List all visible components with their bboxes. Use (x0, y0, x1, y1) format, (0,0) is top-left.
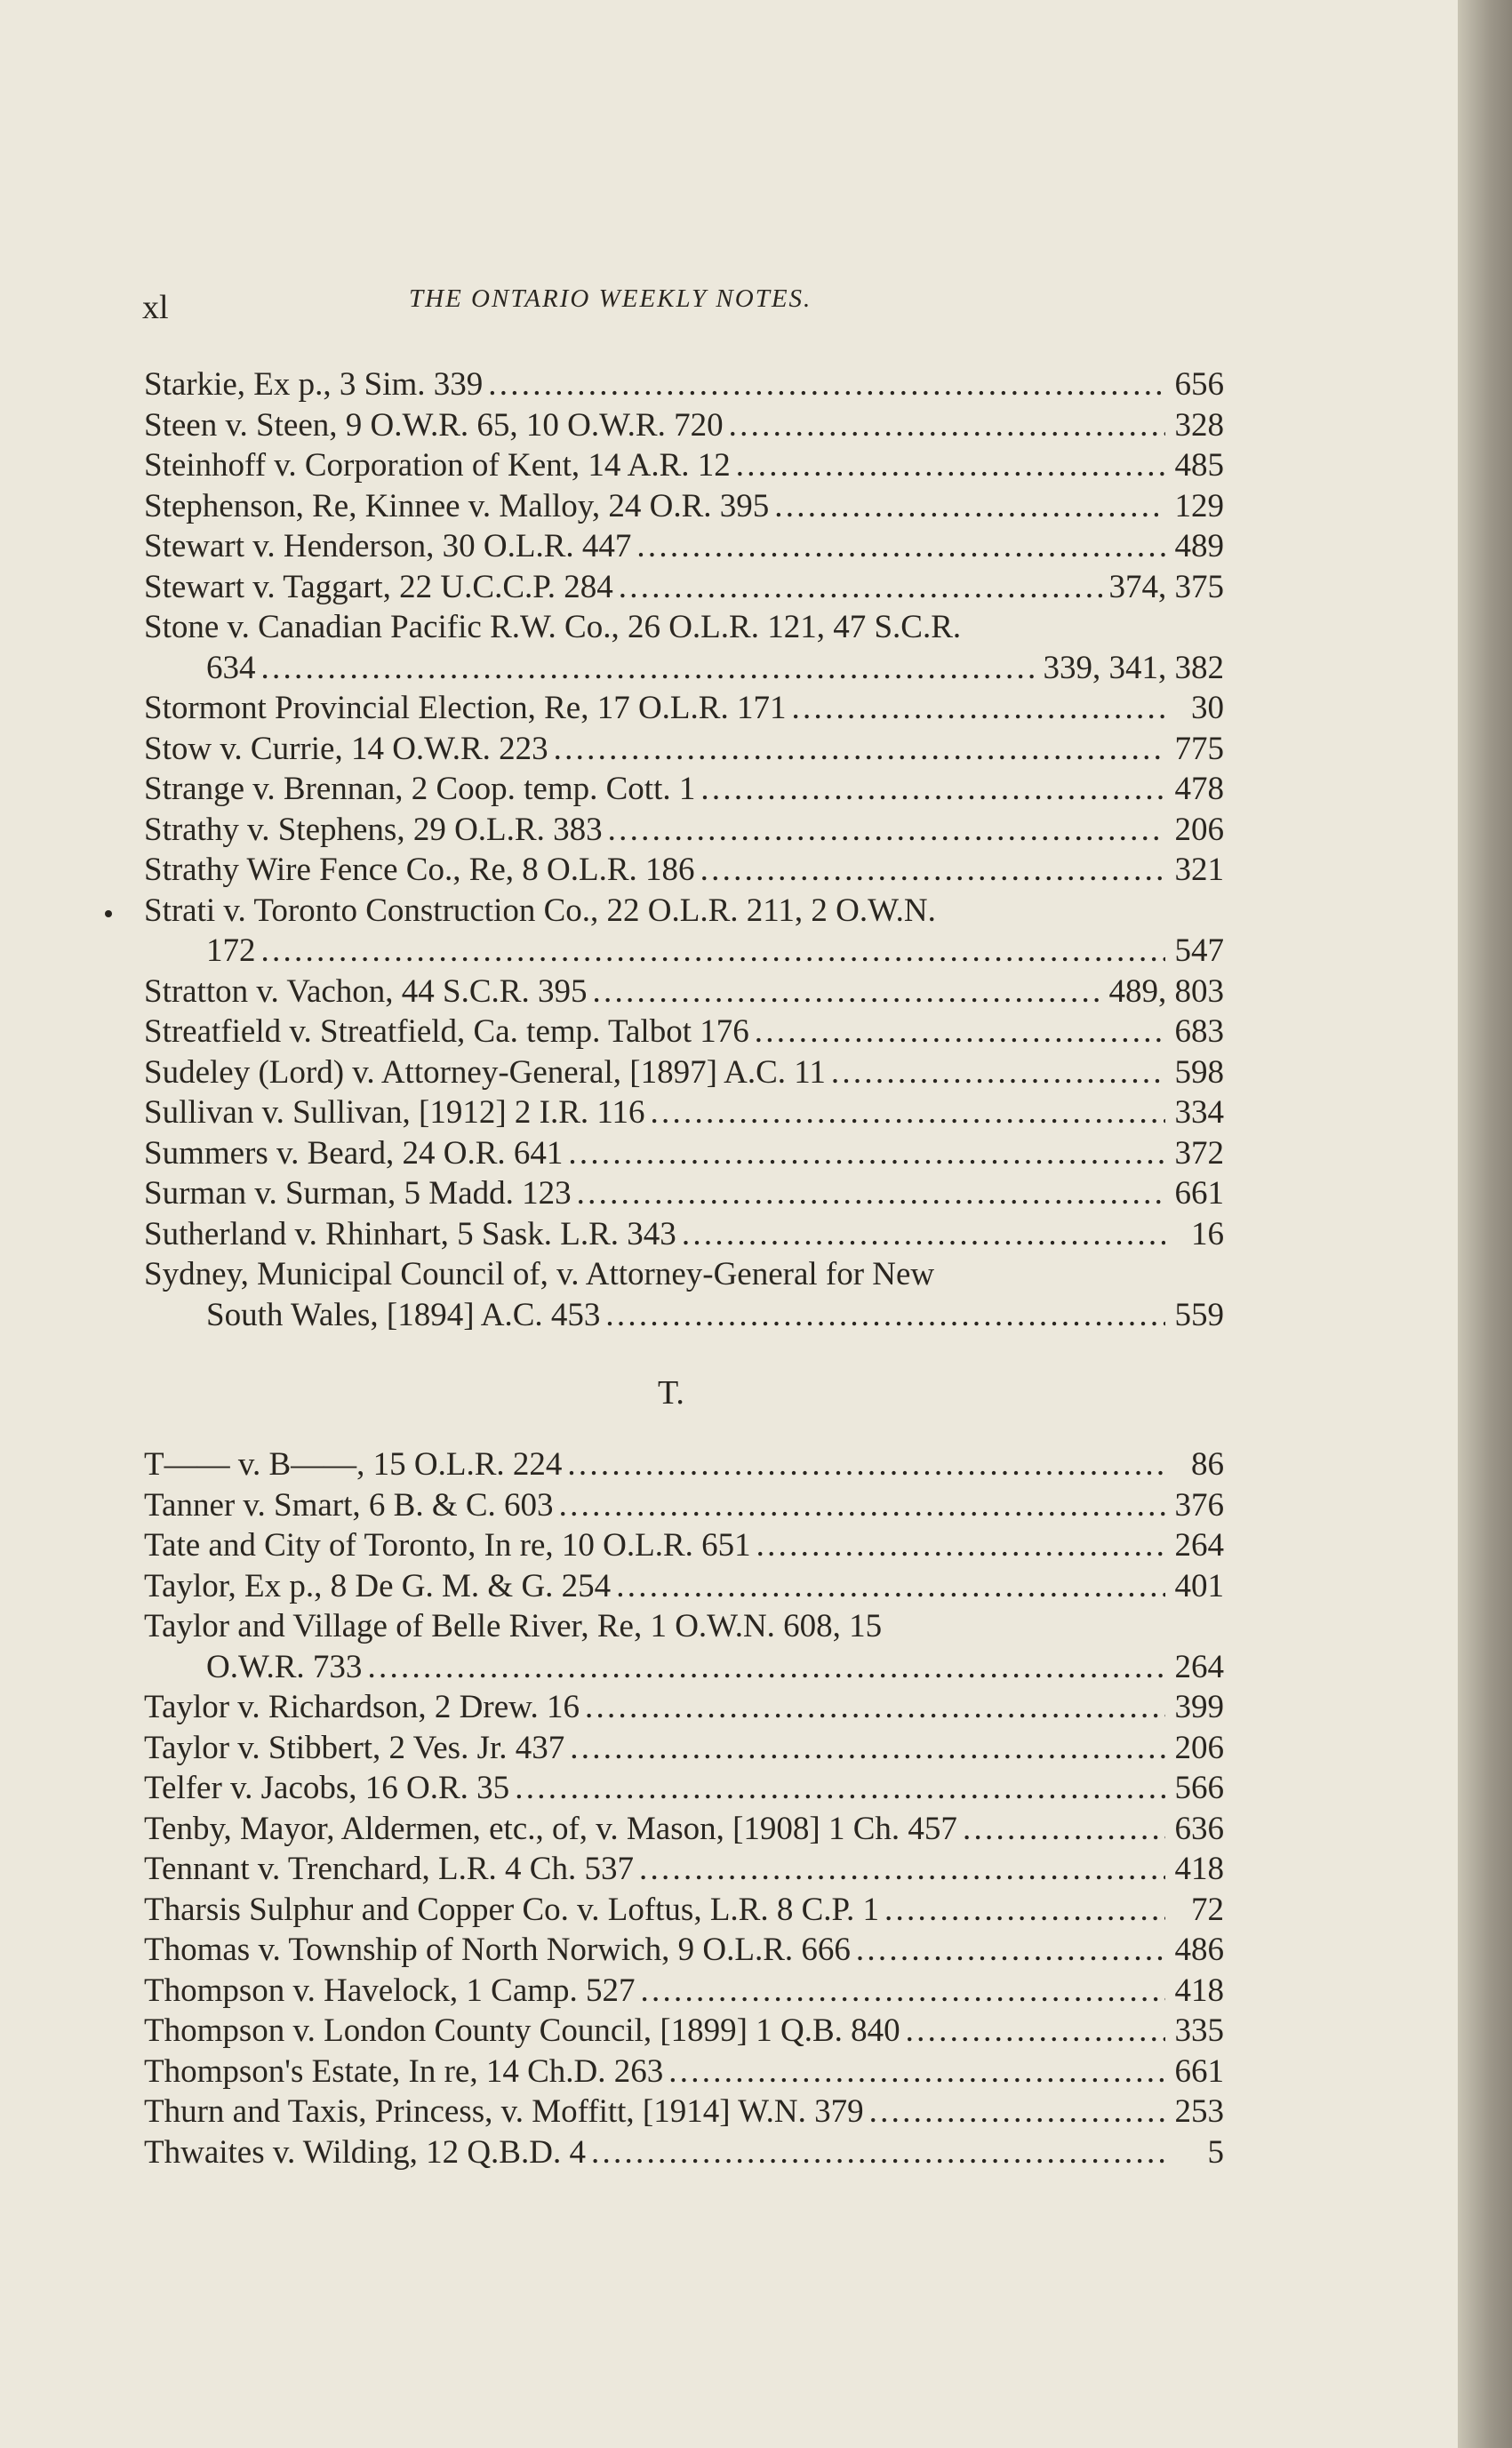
entry-line (144, 1687, 1224, 1728)
entry-line (144, 1809, 1224, 1850)
page-reference: 775 (1174, 730, 1224, 767)
page-reference: 598 (1174, 1053, 1224, 1091)
leader-dots (593, 972, 1104, 1012)
leader-dots (559, 1485, 1165, 1526)
page-reference: 661 (1174, 2052, 1224, 2090)
index-section-t (144, 1444, 1224, 2172)
index-entry (144, 1768, 1224, 1809)
entry-line (144, 2132, 1224, 2173)
case-citation: Thompson v. Havelock, 1 Camp. 527 (144, 1972, 636, 2009)
page-reference: 372 (1174, 1134, 1224, 1172)
case-citation: Thompson v. London County Council, [1899] 1 Q.B. 840 (144, 2012, 900, 2049)
index-entry (144, 1971, 1224, 2012)
index-entry (144, 607, 1224, 688)
entry-line (144, 1173, 1224, 1214)
page-reference: 321 (1174, 852, 1224, 888)
page-reference: 683 (1174, 1013, 1224, 1050)
case-citation: Stewart v. Henderson, 30 O.L.R. 447 (144, 528, 632, 564)
case-citation: T—— v. B——, 15 O.L.R. 224 (144, 1446, 563, 1483)
page-reference: 656 (1174, 366, 1224, 403)
index-entry (144, 2011, 1224, 2052)
entry-continuation-line (144, 1647, 1224, 1688)
page-reference: 399 (1174, 1689, 1224, 1725)
index-entry (144, 1930, 1224, 1971)
case-citation: Sydney, Municipal Council of, v. Attorney-General for New (144, 1256, 935, 1292)
entry-line (144, 1566, 1224, 1607)
page-reference: 489, 803 (1108, 972, 1224, 1010)
case-citation: Steinhoff v. Corporation of Kent, 14 A.R. 12 (144, 447, 731, 484)
leader-dots (831, 1052, 1165, 1093)
entry-line (144, 810, 1224, 851)
index-entry (144, 1485, 1224, 1526)
entry-line (144, 445, 1224, 486)
page-reference: 72 (1191, 1891, 1224, 1928)
index-entry (144, 1687, 1224, 1728)
index-entry (144, 486, 1224, 527)
leader-dots (515, 1768, 1165, 1809)
entry-line (144, 2052, 1224, 2092)
leader-dots (619, 567, 1104, 608)
entry-line (144, 972, 1224, 1012)
page-reference: 206 (1174, 811, 1224, 848)
case-citation: Stephenson, Re, Kinnee v. Malloy, 24 O.R. 395 (144, 487, 770, 524)
leader-dots (906, 2011, 1165, 2052)
leader-dots (774, 486, 1165, 527)
index-entry (144, 1525, 1224, 1566)
leader-dots (488, 364, 1165, 405)
case-citation: Tharsis Sulphur and Copper Co. v. Loftus, L.R. 8 C.P. 1 (144, 1891, 880, 1928)
index-entry (144, 1809, 1224, 1850)
margin-bullet-mark (105, 910, 112, 917)
entry-line (144, 891, 1224, 932)
book-gutter (1458, 0, 1512, 2448)
entry-line (144, 1444, 1224, 1485)
leader-dots (591, 2132, 1165, 2173)
entry-line (144, 1052, 1224, 1093)
case-citation: Thomas v. Township of North Norwich, 9 O.L.R. 666 (144, 1932, 851, 1968)
page-reference: 636 (1174, 1810, 1224, 1847)
running-title: THE ONTARIO WEEKLY NOTES. (409, 284, 812, 313)
index-entry (144, 405, 1224, 446)
entry-line (144, 1254, 1224, 1295)
case-citation: Telfer v. Jacobs, 16 O.R. 35 (144, 1770, 510, 1806)
entry-line (144, 1485, 1224, 1526)
entry-line (144, 1214, 1224, 1255)
leader-dots (608, 810, 1165, 851)
leader-dots (729, 405, 1165, 446)
entry-line (144, 1133, 1224, 1174)
index-entry (144, 1214, 1224, 1255)
page-reference: 264 (1174, 1527, 1224, 1564)
case-citation: 634 (206, 649, 256, 686)
page-reference: 30 (1191, 690, 1224, 726)
case-citation: Stewart v. Taggart, 22 U.C.C.P. 284 (144, 568, 613, 605)
case-citation: Taylor v. Richardson, 2 Drew. 16 (144, 1689, 580, 1725)
leader-dots (682, 1214, 1165, 1255)
page-reference: 661 (1174, 1175, 1224, 1212)
index-entry (144, 1444, 1224, 1485)
page-reference: 328 (1174, 406, 1224, 444)
entry-line (144, 567, 1224, 608)
leader-dots (261, 931, 1166, 972)
page-reference: 566 (1174, 1770, 1224, 1806)
case-citation: Steen v. Steen, 9 O.W.R. 65, 10 O.W.R. 720 (144, 406, 724, 444)
page-reference: 489 (1174, 528, 1224, 564)
case-citation: Strathy Wire Fence Co., Re, 8 O.L.R. 186 (144, 852, 695, 888)
leader-dots (636, 526, 1165, 567)
case-citation: Stow v. Currie, 14 O.W.R. 223 (144, 730, 548, 767)
leader-dots (700, 850, 1165, 891)
entry-continuation-line (144, 648, 1224, 689)
page-reference: 339, 341, 382 (1043, 649, 1224, 686)
index-entry (144, 1133, 1224, 1174)
page-reference: 478 (1174, 771, 1224, 807)
leader-dots (884, 1890, 1165, 1931)
leader-dots (554, 729, 1165, 770)
page-reference: 253 (1174, 2093, 1224, 2130)
entry-line (144, 850, 1224, 891)
leader-dots (641, 1971, 1165, 2012)
leader-dots (570, 1728, 1165, 1769)
leader-dots (736, 445, 1165, 486)
leader-dots (577, 1173, 1165, 1214)
index-entry (144, 1890, 1224, 1931)
leader-dots (261, 648, 1038, 689)
page-reference: 376 (1174, 1486, 1224, 1524)
page-reference: 264 (1174, 1648, 1224, 1685)
index-entry (144, 2092, 1224, 2132)
leader-dots (856, 1930, 1165, 1971)
leader-dots (605, 1295, 1165, 1336)
index-section-s (144, 364, 1224, 1335)
page-reference: 418 (1174, 1851, 1224, 1887)
leader-dots (869, 2092, 1165, 2132)
index-entry (144, 891, 1224, 972)
entry-line (144, 486, 1224, 527)
case-citation: Taylor v. Stibbert, 2 Ves. Jr. 437 (144, 1729, 565, 1766)
leader-dots (567, 1444, 1165, 1485)
entry-line (144, 526, 1224, 567)
leader-dots (639, 1849, 1165, 1890)
index-entry (144, 2132, 1224, 2173)
case-citation: Thompson's Estate, In re, 14 Ch.D. 263 (144, 2052, 664, 2090)
leader-dots (585, 1687, 1165, 1728)
case-citation: Thurn and Taxis, Princess, v. Moffitt, [1914] W.N. 379 (144, 2093, 864, 2130)
page-number: xl (142, 289, 169, 326)
entry-line (144, 688, 1224, 729)
index-entry (144, 1566, 1224, 1607)
index-entry (144, 1606, 1224, 1687)
case-citation: Strati v. Toronto Construction Co., 22 O.L.R. 211, 2 O.W.N. (144, 892, 936, 929)
index-entry (144, 729, 1224, 770)
case-citation: South Wales, [1894] A.C. 453 (206, 1296, 601, 1333)
entry-line (144, 405, 1224, 446)
entry-line (144, 2092, 1224, 2132)
entry-line (144, 1012, 1224, 1052)
index-entry (144, 364, 1224, 405)
case-citation: Stormont Provincial Election, Re, 17 O.L.R. 171 (144, 690, 787, 726)
index-entry (144, 972, 1224, 1012)
index-entry (144, 1849, 1224, 1890)
case-citation: Tate and City of Toronto, In re, 10 O.L.R. 651 (144, 1527, 751, 1564)
index-entry (144, 850, 1224, 891)
index-entry (144, 1052, 1224, 1093)
page-reference: 418 (1174, 1972, 1224, 2009)
index-entry (144, 1012, 1224, 1052)
page-reference: 374, 375 (1108, 568, 1224, 605)
case-citation: Strathy v. Stephens, 29 O.L.R. 383 (144, 811, 603, 848)
page-reference: 206 (1174, 1729, 1224, 1766)
entry-line (144, 1890, 1224, 1931)
page-reference: 485 (1174, 447, 1224, 484)
index-entry (144, 567, 1224, 608)
index-entry (144, 688, 1224, 729)
case-citation: Sudeley (Lord) v. Attorney-General, [1897] A.C. 11 (144, 1053, 826, 1091)
case-citation: Summers v. Beard, 24 O.R. 641 (144, 1134, 564, 1172)
entry-line (144, 1768, 1224, 1809)
entry-line (144, 1606, 1224, 1647)
case-citation: Starkie, Ex p., 3 Sim. 339 (144, 366, 484, 403)
case-citation: Strange v. Brennan, 2 Coop. temp. Cott. 1 (144, 771, 696, 807)
entry-line (144, 1971, 1224, 2012)
index-entry (144, 1254, 1224, 1335)
entry-continuation-line (144, 931, 1224, 972)
case-citation: Thwaites v. Wilding, 12 Q.B.D. 4 (144, 2133, 586, 2171)
leader-dots (668, 2052, 1165, 2092)
case-citation: Tanner v. Smart, 6 B. & C. 603 (144, 1486, 554, 1524)
page-reference: 16 (1191, 1215, 1224, 1252)
entry-continuation-line (144, 1295, 1224, 1336)
page-reference: 486 (1174, 1932, 1224, 1968)
leader-dots (756, 1525, 1165, 1566)
entry-line (144, 769, 1224, 810)
entry-line (144, 729, 1224, 770)
leader-dots (651, 1092, 1165, 1133)
index-entry (144, 1092, 1224, 1133)
page-header (142, 276, 1138, 329)
leader-dots (755, 1012, 1165, 1052)
entry-line (144, 2011, 1224, 2052)
index-entry (144, 810, 1224, 851)
page-reference: 86 (1191, 1446, 1224, 1483)
page-reference: 547 (1174, 932, 1224, 969)
section-heading-t: T. (658, 1374, 684, 1412)
index-entry (144, 2052, 1224, 2092)
entry-line (144, 1930, 1224, 1971)
case-citation: Tennant v. Trenchard, L.R. 4 Ch. 537 (144, 1851, 634, 1887)
index-entry (144, 769, 1224, 810)
entry-line (144, 1092, 1224, 1133)
leader-dots (791, 688, 1165, 729)
page-reference: 129 (1174, 487, 1224, 524)
case-citation: Surman v. Surman, 5 Madd. 123 (144, 1175, 572, 1212)
index-entry (144, 445, 1224, 486)
entry-line (144, 607, 1224, 648)
case-citation: Stratton v. Vachon, 44 S.C.R. 395 (144, 972, 588, 1010)
entry-line (144, 1849, 1224, 1890)
case-citation: Stone v. Canadian Pacific R.W. Co., 26 O.L.R. 121, 47 S.C.R. (144, 609, 962, 645)
page-reference: 5 (1207, 2133, 1224, 2171)
leader-dots (568, 1133, 1165, 1174)
leader-dots (367, 1647, 1165, 1688)
entry-line (144, 1525, 1224, 1566)
index-entry (144, 1728, 1224, 1769)
entry-line (144, 364, 1224, 405)
case-citation: Taylor and Village of Belle River, Re, 1 O.W.N. 608, 15 (144, 1608, 883, 1644)
case-citation: Sullivan v. Sullivan, [1912] 2 I.R. 116 (144, 1094, 645, 1131)
entry-line (144, 1728, 1224, 1769)
index-entry (144, 1173, 1224, 1214)
page-reference: 335 (1174, 2012, 1224, 2049)
case-citation: 172 (206, 932, 256, 969)
index-entry (144, 526, 1224, 567)
leader-dots (616, 1566, 1165, 1607)
case-citation: Tenby, Mayor, Aldermen, etc., of, v. Mason, [1908] 1 Ch. 457 (144, 1810, 957, 1847)
leader-dots (963, 1809, 1165, 1850)
leader-dots (700, 769, 1165, 810)
page-reference: 401 (1174, 1567, 1224, 1604)
case-citation: Taylor, Ex p., 8 De G. M. & G. 254 (144, 1567, 612, 1604)
page-reference: 559 (1174, 1296, 1224, 1333)
case-citation: Streatfield v. Streatfield, Ca. temp. Talbot 176 (144, 1013, 749, 1050)
case-citation: Sutherland v. Rhinhart, 5 Sask. L.R. 343 (144, 1215, 676, 1252)
case-citation: O.W.R. 733 (206, 1648, 363, 1685)
page-reference: 334 (1174, 1094, 1224, 1131)
